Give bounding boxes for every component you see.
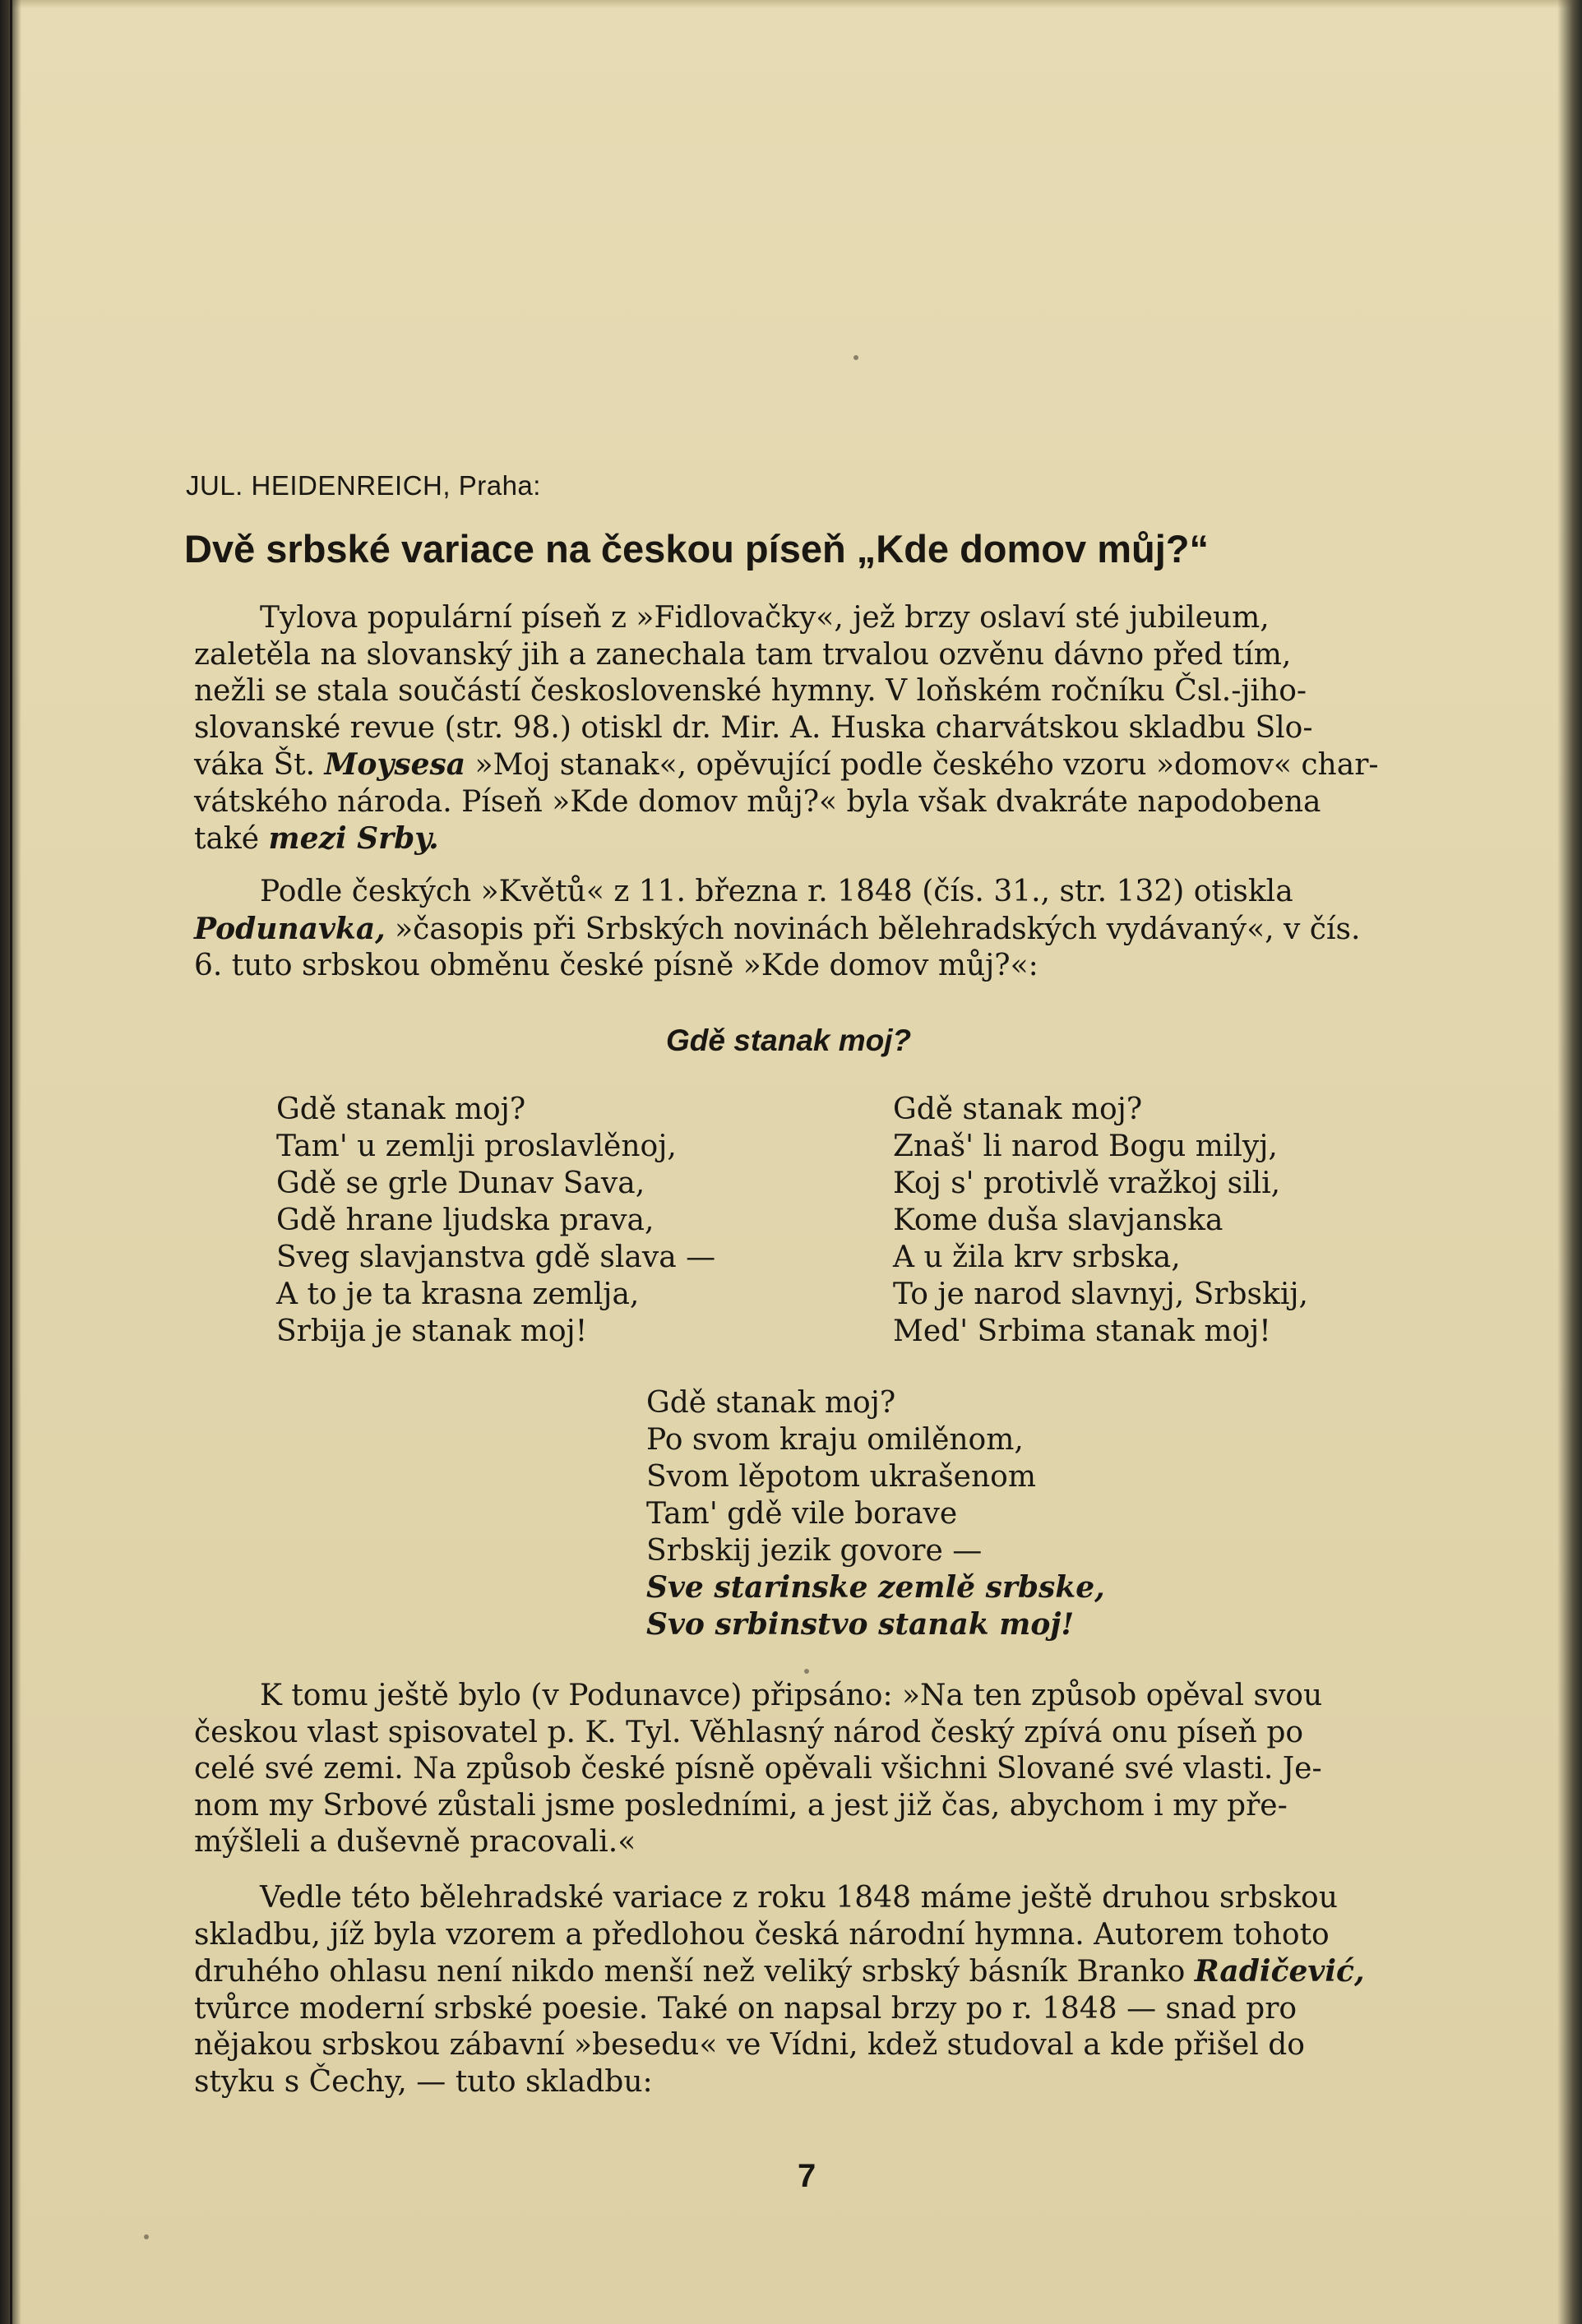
verse-line: Gdě hrane ljudska prava, xyxy=(276,1204,655,1237)
second-text: druhého ohlasu není nikdo menší než veliký srbský básník Branko xyxy=(194,1955,1195,1989)
verse-line: Tam' u zemlji proslavlěnoj, xyxy=(276,1130,677,1163)
verse-line: Med' Srbima stanak moj! xyxy=(893,1314,1271,1348)
poem-stanza-2 xyxy=(893,1091,1308,1350)
emphasis-phrase: mezi Srby. xyxy=(268,821,439,856)
poem-stanza-1 xyxy=(276,1091,715,1350)
verse-line: Gdě stanak moj? xyxy=(893,1093,1143,1126)
intro-line: zaletěla na slovanský jih a zanechala tam trvalou ozvěnu dávno před tím, xyxy=(194,637,1292,672)
source-line xyxy=(194,911,1427,949)
note-line: mýšleli a duševně pracovali.« xyxy=(194,1825,636,1859)
article-title: Dvě srbské variace na českou píseň „Kde domov můj?“ xyxy=(184,527,1209,571)
intro-line: slovanské revue (str. 98.) otiskl dr. Mir. A. Huska charvátskou skladbu Slo- xyxy=(194,710,1313,745)
emphasis-name: Moysesa xyxy=(324,747,466,782)
verse-line-italic: Svo srbinstvo stanak moj! xyxy=(646,1607,1075,1642)
verse-line-italic: Sve starinske zemlě srbske, xyxy=(646,1570,1105,1605)
second-line: nějakou srbskou zábavní »besedu« ve Vídni, kdež studoval a kde přišel do xyxy=(194,2028,1305,2062)
verse-line: Gdě stanak moj? xyxy=(276,1093,526,1126)
verse-line: Kome duša slavjanska xyxy=(893,1204,1224,1237)
intro-line: vátského národa. Píseň »Kde domov můj?« byla však dvakráte napodobena xyxy=(194,784,1321,819)
emphasis-periodical: Podunavka, xyxy=(194,911,386,946)
verse-line: To je narod slavnyj, Srbskij, xyxy=(893,1278,1308,1311)
poem-title: Gdě stanak moj? xyxy=(666,1023,912,1057)
print-speck xyxy=(853,355,858,360)
verse-line: Koj s' protivlě vražkoj sili, xyxy=(893,1167,1281,1200)
verse-line: Sveg slavjanstva gdě slava — xyxy=(276,1241,716,1274)
verse-line: Svom lěpotom ukrašenom xyxy=(646,1460,1036,1494)
second-line: Vedle této bělehradské variace z roku 1848 máme ještě druhou srbskou xyxy=(260,1881,1338,1915)
intro-text: také xyxy=(194,822,269,856)
author-line: JUL. HEIDENREICH, Praha: xyxy=(186,470,541,501)
note-line: celé své zemi. Na způsob české písně opěvali všichni Slované své vlasti. Je- xyxy=(194,1752,1322,1786)
second-paragraph xyxy=(194,1880,1427,2100)
note-line: K tomu ještě bylo (v Podunavce) připsáno: »Na ten způsob opěval svou xyxy=(260,1679,1323,1712)
print-speck xyxy=(144,2234,149,2239)
verse-line: Znaš' li narod Bogu milyj, xyxy=(893,1130,1278,1163)
verse-line: Tam' gdě vile borave xyxy=(646,1497,958,1531)
verse-line: Srbija je stanak moj! xyxy=(276,1314,588,1348)
second-line: styku s Čechy, — tuto skladbu: xyxy=(194,2064,653,2099)
note-paragraph xyxy=(194,1678,1427,1861)
source-paragraph xyxy=(194,874,1427,985)
verse-line: Srbskij jezik govore — xyxy=(646,1534,983,1568)
source-text: »časopis při Srbských novinách bělehradských vydávaný«, v čís. xyxy=(385,912,1361,946)
note-line: českou vlast spisovatel p. K. Tyl. Věhlasný národ český zpívá onu píseň po xyxy=(194,1715,1304,1749)
second-line: skladbu, jíž byla vzorem a předlohou česká národní hymna. Autorem tohoto xyxy=(194,1917,1330,1952)
print-speck xyxy=(804,1669,809,1674)
verse-line: A u žila krv srbska, xyxy=(893,1241,1181,1274)
verse-line: Gdě se grle Dunav Sava, xyxy=(276,1167,645,1200)
intro-line xyxy=(194,820,1427,858)
source-line: Podle českých »Květů« z 11. března r. 1848 (čís. 31., str. 132) otiskla xyxy=(260,875,1293,908)
verse-line: Gdě stanak moj? xyxy=(646,1386,896,1420)
source-line: 6. tuto srbskou obměnu české písně »Kde domov můj?«: xyxy=(194,949,1038,982)
intro-paragraph xyxy=(194,600,1427,858)
intro-line: Tylova populární píseň z »Fidlovačky«, jež brzy oslaví sté jubileum, xyxy=(260,601,1270,635)
second-line xyxy=(194,1953,1427,1991)
note-line: nom my Srbové zůstali jsme posledními, a jest již čas, abychom i my pře- xyxy=(194,1788,1288,1823)
second-line: tvůrce moderní srbské poesie. Také on napsal brzy po r. 1848 — snad pro xyxy=(194,1991,1298,2026)
intro-text: váka Št. xyxy=(194,748,325,782)
verse-line: Po svom kraju omilěnom, xyxy=(646,1423,1024,1457)
intro-line xyxy=(194,746,1427,784)
binding-line xyxy=(10,0,12,2324)
page-number: 7 xyxy=(798,2158,816,2194)
intro-line: nežli se stala součástí československé hymny. V loňském ročníku Čsl.-jiho- xyxy=(194,674,1307,708)
emphasis-poet: Radičević, xyxy=(1194,1954,1365,1989)
verse-line: A to je ta krasna zemlja, xyxy=(276,1278,640,1311)
page-top-shadow xyxy=(0,0,1582,8)
intro-text: »Moj stanak«, opěvující podle českého vzoru »domov« char- xyxy=(465,748,1379,782)
poem-stanza-3 xyxy=(646,1384,1105,1643)
page-edge-right xyxy=(1557,0,1582,2324)
